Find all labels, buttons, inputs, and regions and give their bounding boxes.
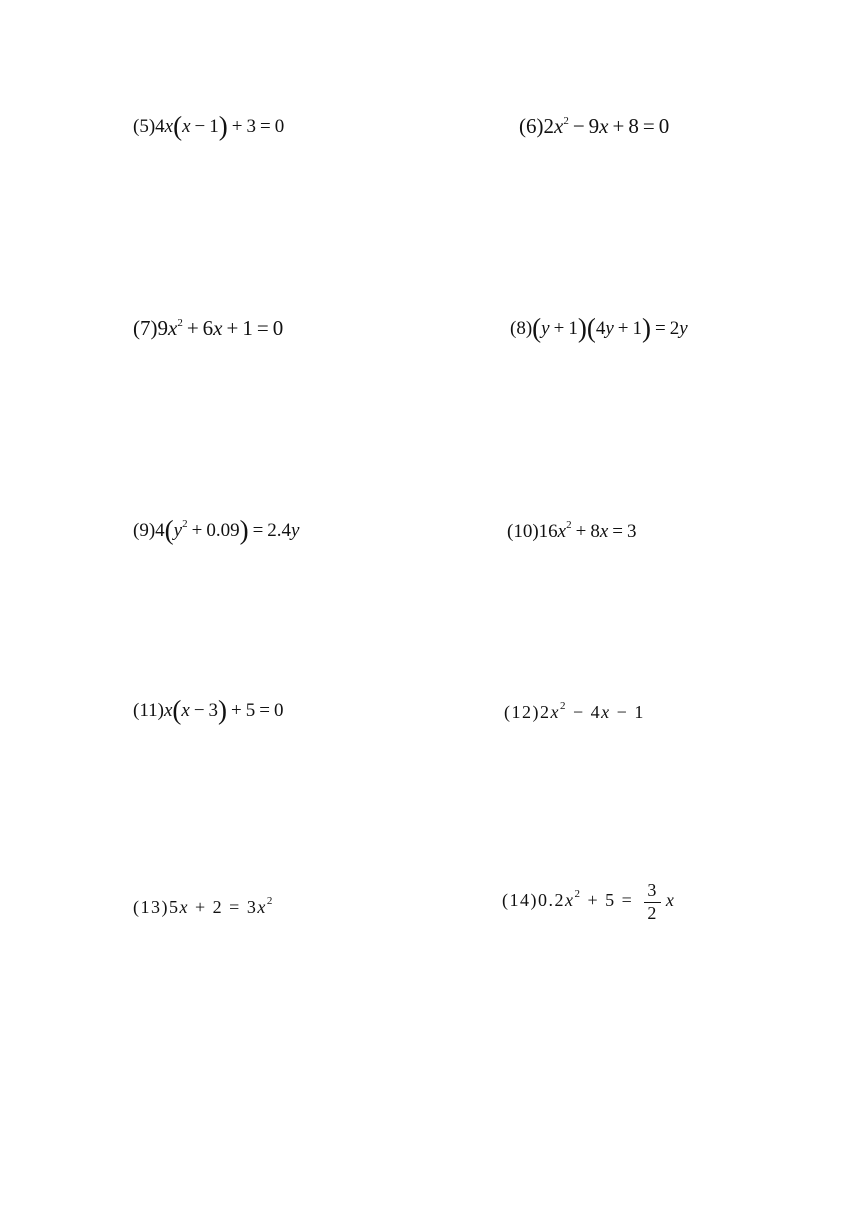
- problem-6: $(6)2x^2 - 9x + 8 = 0$: [519, 114, 670, 138]
- problem-number: (5): [133, 116, 156, 137]
- problem-14: $(14)0.2x^2 + 5$ = $\frac{3}{2}$ x: [502, 880, 676, 923]
- problem-12: $(12)2x^2 - 4x - 1$: [504, 700, 645, 722]
- fraction: [644, 880, 661, 923]
- problem-number: (11): [133, 700, 164, 721]
- problem-11: (11)x(x − 3) + 5 = 0: [133, 695, 284, 725]
- problem-number: (14): [502, 889, 538, 910]
- fraction-denominator: 2: [647, 902, 658, 923]
- problem-13: $(13)5x + 2 = 3x^2$: [133, 895, 274, 917]
- problem-7: $(7)9x^2 + 6x + 1 = 0$: [133, 316, 284, 340]
- problem-number: (10): [507, 521, 539, 542]
- problem-number: (8): [510, 318, 533, 339]
- problem-number: (9): [133, 520, 156, 541]
- fraction-numerator: 3: [644, 880, 661, 903]
- problem-number: (6): [519, 114, 544, 138]
- problem-8: (8)(y + 1)(4y + 1) = 2y: [510, 313, 688, 343]
- problem-number: (12): [504, 702, 540, 722]
- problem-number: (13): [133, 897, 169, 917]
- problem-10: $(10)16x^2 + 8x = 3$: [507, 519, 637, 542]
- problem-number: (7): [133, 316, 158, 340]
- problem-9: $(9)4(y^2 + 0.09) = 2.4y$: [133, 515, 300, 545]
- problem-5: (5)4x(x − 1) + 3 = 0: [133, 111, 285, 141]
